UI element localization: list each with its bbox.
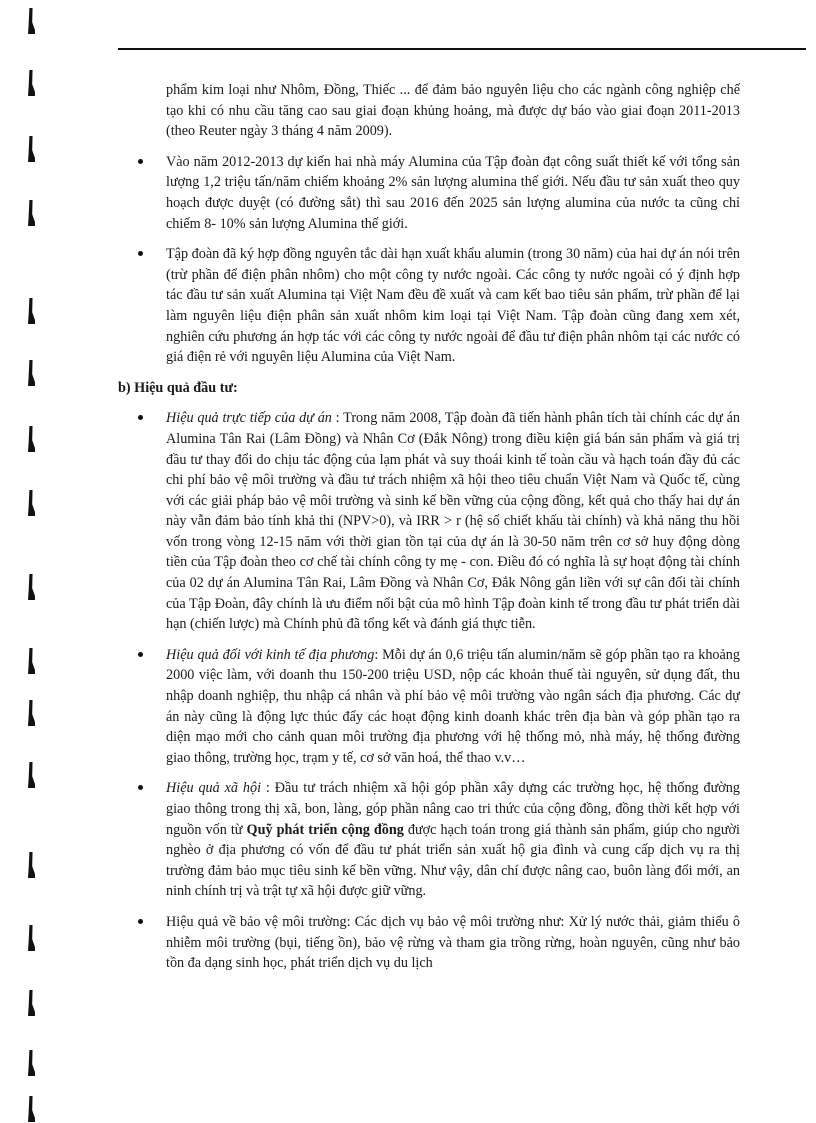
bullet-text: Hiệu quả về bảo vệ môi trường: Các dịch vụ bảo vệ môi trường như: Xử lý nước thải, giảm thiểu ô nhiễm môi trường (bụi, tiếng ồn), bảo vệ rừng và tham gia trồng rừng, hoàn nguyên, cũng như bảo tồn đa dạng sinh học, phát triển dịch vụ du lịch	[166, 913, 740, 972]
bullet-icon	[138, 159, 143, 164]
bullet-environment	[118, 912, 740, 974]
bullet-bold-term: Quỹ phát triển cộng đồng	[246, 821, 404, 838]
header-rule	[118, 48, 806, 50]
paragraph-continuation: phẩm kim loại như Nhôm, Đồng, Thiếc ... để đảm bảo nguyên liệu cho các ngành công nghiệp chế tạo khi có nhu cầu tăng cao sau giai đoạn khủng hoảng, mà được dự báo vào giai đoạn 2011-2013 (theo Reuter ngày 3 tháng 4 năm 2009).	[166, 82, 740, 140]
bullet-text: : Đầu tư trách nhiệm xã hội góp phần xây dựng các trường học, hệ thống đường giao thông trong thị xã, bon, làng, góp phần nâng cao tri thức của cộng đồng, đồng thời kết hợp với nguồn vốn từ	[166, 780, 740, 838]
binding-mark	[28, 426, 35, 452]
binding-mark	[28, 990, 35, 1016]
binding-mark	[28, 700, 35, 726]
bullet-text: được hạch toán trong giá thành sản phẩm, giúp cho người nghèo ở địa phương có vốn để đầu tư phát triển sản xuất hộ gia đình và cung cấp dịch vụ ra thị trường đảm bảo mục tiêu sinh kế bền vững. Như vậy, dân chí được nâng cao, buôn làng đổi mới, an ninh chính trị và trật tự xã hội được giữ vững.	[166, 821, 740, 900]
bullet-local-economy	[118, 645, 740, 769]
binding-mark	[28, 925, 35, 951]
binding-mark	[28, 490, 35, 516]
bullet-lead: Hiệu quả trực tiếp của dự án	[166, 410, 332, 427]
binding-mark	[28, 1096, 35, 1122]
bullet-icon	[138, 415, 143, 420]
bullet-icon	[138, 785, 143, 790]
bullet-icon	[138, 652, 143, 657]
binding-mark	[28, 200, 35, 226]
binding-mark	[28, 70, 35, 96]
bullet-text: Vào năm 2012-2013 dự kiến hai nhà máy Alumina của Tập đoàn đạt công suất thiết kế với tổng sản lượng 1,2 triệu tấn/năm chiếm khoảng 2% sản lượng alumina thế giới. Nếu đầu tư sản xuất theo quy hoạch được duyệt (có đường sắt) thì sau 2016 đến 2025 sản lượng alumina của nước ta cũng chỉ chiếm 8- 10% sản lượng Alumina thế giới.	[166, 153, 740, 232]
bullet-direct-efficiency	[118, 408, 740, 635]
bullet-text: : Trong năm 2008, Tập đoàn đã tiến hành phân tích tài chính các dự án Alumina Tân Rai (Lâm Đồng) và Nhân Cơ (Đắk Nông) trong điều kiện giá bán sản phẩm và giá trị đầu tư thay đổi do chịu tác động của lạm phát và suy thoái kinh tế toàn cầu và hạch toán đầy đủ các chi phí bảo vệ môi trường và đầu tư trách nhiệm xã hội theo tiêu chuẩn Việt Nam và Quốc tế, cùng với các giải pháp bảo vệ môi trường và sinh kế bền vững của cộng đồng, kết quả cho thấy hai dự án này vẫn đảm bảo tính khả thi (NPV>0), và IRR > r (hệ số chiết khấu tài chính) và khả năng thu hồi vốn trong vòng 12-15 năm với thời gian tồn tại của dự án là 30-50 năm trên cơ sở huy động dòng tiền của Tập đoàn theo cơ chế tài chính công ty mẹ - con. Điều đó có nghĩa là sự hoạt động tài chính của 02 dự án Alumina Tân Rai, Lâm Đồng và Nhân Cơ, Đắk Nông gắn liền với sự cân đối tài chính của Tập Đoàn, đây chính là ưu điểm nổi bật của mô hình Tập đoàn kinh tế trong đầu tư phát triển dài hạn (chiến lược) mà Chính phủ đã tổng kết và đánh giá thực tiễn.	[166, 410, 740, 633]
bullet-lead: Hiệu quả xã hội	[166, 780, 262, 797]
bullet-lead: Hiệu quả đối với kinh tế địa phương	[166, 646, 375, 663]
binding-mark	[28, 8, 35, 34]
bullet-text: : Mỗi dự án 0,6 triệu tấn alumin/năm sẽ góp phần tạo ra khoảng 2000 việc làm, với doanh thu 150-200 triệu USD, nộp các khoản thuế tài nguyên, sử dụng đất, thu nhập doanh nghiệp, thu nhập cá nhân và phí bảo vệ môi trường vào ngân sách địa phương. Các dự án này cũng là động lực thúc đẩy các hoạt động kinh doanh khác trên địa bàn và góp phần tạo ra diện mạo mới cho cảnh quan môi trường địa phương với hệ thống mỏ, nhà máy, hệ thống đường giao thông, trường học, trạm y tế, cơ sở văn hoá, thể thao v.v…	[166, 646, 740, 766]
binding-mark	[28, 298, 35, 324]
binding-mark	[28, 136, 35, 162]
bullet-text: Tập đoàn đã ký hợp đồng nguyên tắc dài hạn xuất khẩu alumin (trong 30 năm) của hai dự án nói trên (trừ phần để điện phân nhôm) cho một công ty nước ngoài. Các công ty nước ngoài có ý định hợp tác đầu tư sản xuất Alumina tại Việt Nam đều đề xuất và cam kết bao tiêu sản phẩm, trừ phần để lại làm nguyên liệu điện phân sản xuất nhôm kim loại tại Việt Nam. Tập đoàn cũng đang xem xét, nghiên cứu phương án hợp tác với các công ty nước ngoài để đầu tư điện phân nhôm tại các nước có giá điện rẻ với nguyên liệu Alumina của Việt Nam.	[166, 246, 740, 366]
bullet-icon	[138, 251, 143, 256]
section-heading-investment-efficiency: b) Hiệu quả đầu tư:	[118, 379, 238, 396]
binding-mark	[28, 762, 35, 788]
binding-mark	[28, 648, 35, 674]
binding-mark	[28, 574, 35, 600]
page-body	[118, 80, 740, 974]
bullet-export-contract	[118, 244, 740, 368]
bullet-social-efficiency	[118, 778, 740, 902]
bullet-alumina-output	[118, 152, 740, 234]
binding-mark	[28, 852, 35, 878]
binding-mark	[28, 1050, 35, 1076]
bullet-icon	[138, 919, 143, 924]
binding-mark	[28, 360, 35, 386]
